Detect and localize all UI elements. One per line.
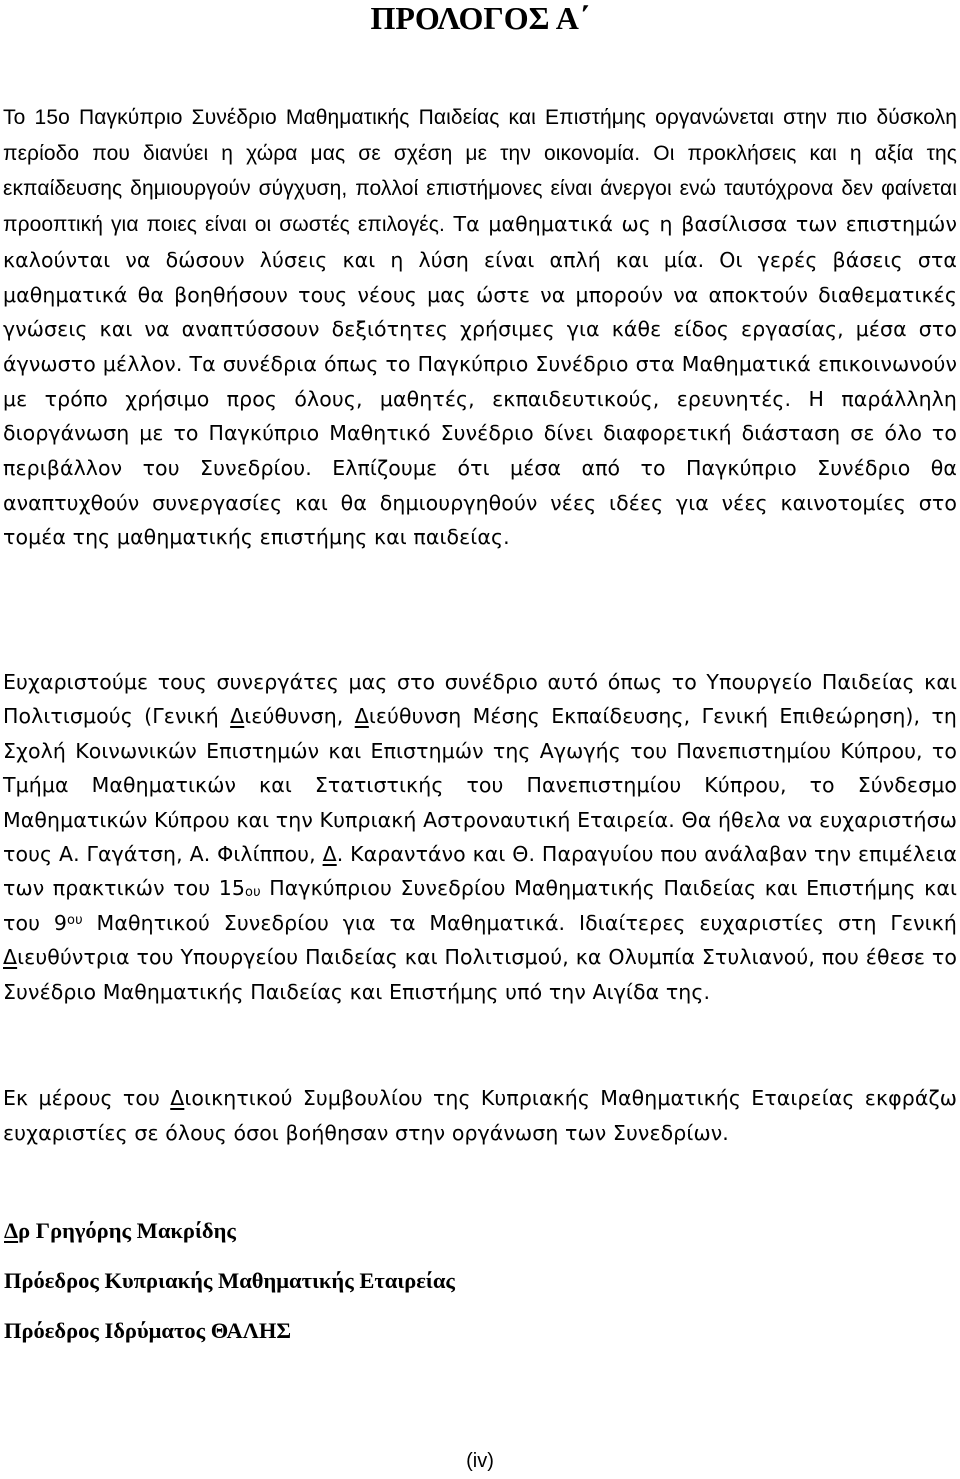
signature-name: [4, 1216, 236, 1246]
underlined-letter: Δ: [230, 704, 245, 729]
underlined-letter: Δ: [4, 1218, 19, 1243]
text-segment: ιευθύντρια του Υπουργείου Παιδείας και Πολιτισμού, κα Ολυμπία Στυλιανού, που έθεσε το Συνέδριο Μαθηματικής Παιδείας και Επιστήμης υπό την Αιγίδα της.: [3, 945, 957, 1004]
paragraph-intro-part-b: Τα μαθηματικά ως η βασίλισσα των επιστημών καλούνται να δώσουν λύσεις και η λύση είναι απλή και μία. Οι γερές βάσεις στα μαθηματικά θα βοηθήσουν τους νέους μας ώστε να μπορούν να αποκτούν διαθεματικές γνώσεις και να αναπτύσσουν δεξιότητες χρήσιμες για κάθε είδος εργασίας, μέσα στο άγνωστο μέλλον. Τα συνέδρια όπως το Παγκύπριο Συνέδριο στα Μαθηματικά επικοινωνούν με τρόπο χρήσιμο προς όλους, μαθητές, εκπαιδευτικούς, ερευνητές. Η παράλληλη διοργάνωση με το Παγκύπριο Μαθητικό Συνέδριο δίνει διαφορετική διάσταση σε όλο το περιβάλλον του Συνεδρίου. Ελπίζουμε ότι μέσα από το Παγκύπριο Συνέδριο θα αναπτυχθούν συνεργασίες και θα δημιουργηθούν νέες ιδέες για νέες καινοτομίες στο τομέα της μαθηματικής επιστήμης και παιδείας.: [3, 212, 957, 550]
page-title: ΠΡΟΛΟΓΟΣ Α΄: [370, 0, 590, 36]
paragraph-thanks: [3, 665, 957, 1009]
underlined-letter: Δ: [3, 945, 18, 970]
paragraph-intro-part-a: Το 15ο Παγκύπριο Συνέδριο Μαθηματικής Παιδείας και Επιστήμης οργανώνεται στην πιο δύσκολη περίοδο που διανύει η χώρα μας σε σχέση με την οικονομία. Οι προκλήσεις και η αξία της εκπαίδευσης δημιουργούν σύγχυση, πολλοί επιστήμονες είναι άνεργοι ενώ ταυτόχρονα δεν φαίνεται προοπτική για ποιες είναι οι σωστές επιλογές.: [3, 106, 957, 237]
underlined-letter: Δ: [322, 842, 337, 867]
signature-name-rest: ρ Γρηγόρης Μακρίδης: [18, 1218, 236, 1243]
signature-role-2: Πρόεδρος Ιδρύματος ΘΑΛΗΣ: [4, 1318, 292, 1343]
text-segment: ιεύθυνση,: [244, 704, 355, 729]
text-segment: . Καραντάνο και Θ. Παραγυίου που ανάλαβαν την επιμέλεια των πρακτικών του 15: [3, 842, 957, 901]
text-segment: Μαθητικού Συνεδρίου για τα Μαθηματικά. Ιδιαίτερες ευχαριστίες στη Γενική: [82, 910, 957, 935]
text-segment: ιεύθυνση Μέσης Εκπαίδευσης, Γενική Επιθεώρηση), τη Σχολή Κοινωνικών Επιστημών και Επιστημών της Αγωγής του Πανεπιστημίου Κύπρου, το Τμήμα Μαθηματικών και Στατιστικής του Πανεπιστημίου Κύπρου, το Σύνδεσμο Μαθηματικών Κύπρου και την Κυπριακή Αστροναυτική Εταιρεία. Θα ήθελα να ευχαριστήσω τους Α. Γαγάτση, Α. Φιλίππου,: [3, 704, 957, 867]
paragraph-closing: [3, 1081, 957, 1150]
text-segment: Παγκύπριου Συνεδρίου Μαθηματικής Παιδείας και Επιστήμης και του 9: [3, 876, 957, 935]
ordinal-superscript: ου: [67, 912, 83, 928]
signature-role-1: Πρόεδρος Κυπριακής Μαθηματικής Εταιρείας: [4, 1268, 455, 1293]
underlined-letter: Δ: [170, 1086, 185, 1110]
page-number: (iv): [466, 1450, 494, 1472]
text-segment: Εκ μέρους του: [3, 1086, 171, 1110]
text-segment: ιοικητικού Συμβουλίου της Κυπριακής Μαθηματικής Εταιρείας εκφράζω ευχαριστίες σε όλους όσοι βοήθησαν στην οργάνωση των Συνεδρίων.: [3, 1086, 957, 1145]
text-segment: Ευχαριστούμε τους συνεργάτες μας στο συνέδριο αυτό όπως το Υπουργείο Παιδείας και Πολιτισμούς (Γενική: [3, 670, 957, 729]
underlined-letter: Δ: [354, 704, 369, 729]
ordinal-suffix: ου: [245, 885, 261, 901]
paragraph-intro: [3, 100, 957, 555]
